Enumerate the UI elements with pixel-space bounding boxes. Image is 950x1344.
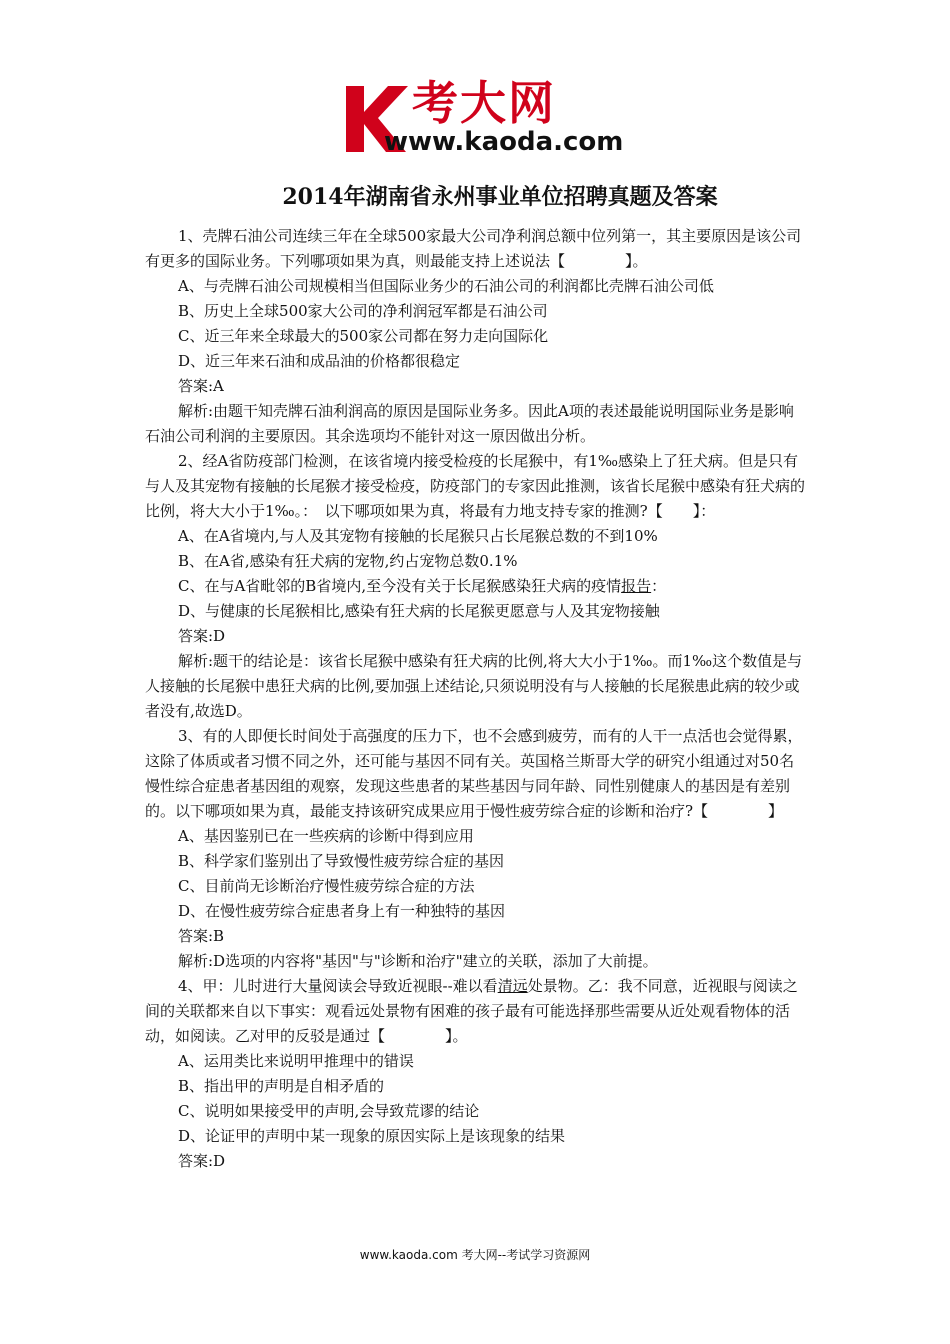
q3-option-c: C、目前尚无诊断治疗慢性疲劳综合症的方法 <box>178 877 475 895</box>
q3-answer: 答案:B <box>178 927 225 945</box>
page-footer: www.kaoda.com 考大网--考试学习资源网 <box>359 1248 591 1262</box>
q3-analysis: 解析:D选项的内容将"基因"与"诊断和治疗"建立的关联，添加了大前提。 <box>178 952 658 970</box>
q2-option-d: D、与健康的长尾猴相比,感染有狂犬病的长尾猴更愿意与人及其宠物接触 <box>178 602 660 620</box>
page-title: 2014年湖南省永州事业单位招聘真题及答案 <box>282 184 718 210</box>
q1-answer: 答案:A <box>178 377 224 395</box>
logo-chinese-name: 考大网 <box>412 76 556 130</box>
q4-option-c: C、说明如果接受甲的声明,会导致荒谬的结论 <box>178 1102 480 1120</box>
q4-option-d: D、论证甲的声明中某一现象的原因实际上是该现象的结果 <box>178 1127 566 1145</box>
document-body <box>145 224 808 1174</box>
q3-option-d: D、在慢性疲劳综合症患者身上有一种独特的基因 <box>178 902 506 920</box>
q4-stem-text: 4、甲：儿时进行大量阅读会导致近视眼--难以看 <box>178 977 498 995</box>
q1-option-a: A、与壳牌石油公司规模相当但国际业务少的石油公司的利润都比壳牌石油公司低 <box>178 277 714 295</box>
kaoda-logo <box>338 78 658 158</box>
q1-option-d: D、近三年来石油和成品油的价格都很稳定 <box>178 352 461 370</box>
q1-option-b: B、历史上全球500家大公司的净利润冠军都是石油公司 <box>178 302 548 320</box>
logo-url: www.kaoda.com <box>384 127 624 157</box>
q4-stem <box>145 974 808 1049</box>
q2-option-c-text: C、在与A省毗邻的B省境内,至今没有关于长尾猴感染狂犬病的疫情 <box>178 577 622 595</box>
q4-answer: 答案:D <box>178 1152 226 1170</box>
q2-option-a: A、在A省境内,与人及其宠物有接触的长尾猴只占长尾猴总数的不到10% <box>178 527 658 545</box>
qingyuan-link[interactable]: 清远 <box>497 977 528 995</box>
q2-option-c-tail: ： <box>651 577 667 595</box>
q2-analysis: 解析:题干的结论是：该省长尾猴中感染有狂犬病的比例,将大大小于1‰。而1‰这个数值是与人接触的长尾猴中患狂犬病的比例,要加强上述结论,只须说明没有与人接触的长尾猴患此病的较少或者没有,故选D。 <box>145 652 803 720</box>
q2-option-b: B、在A省,感染有狂犬病的宠物,约占宠物总数0.1% <box>178 552 518 570</box>
q4-stem-tail: 处景物。乙：我不同意，近视眼与阅读之间的关联都来自以下事实：观看远处景物有困难的孩子最有可能选择那些需要从近处观看物体的活动，如阅读。乙对甲的反驳是通过【 】。 <box>145 977 798 1045</box>
q1-stem: 1、壳牌石油公司连续三年在全球500家最大公司净利润总额中位列第一，其主要原因是该公司有更多的国际业务。下列哪项如果为真，则最能支持上述说法【 】。 <box>145 227 802 270</box>
q4-option-b: B、指出甲的声明是自相矛盾的 <box>178 1077 385 1095</box>
q2-option-c <box>145 574 808 599</box>
q4-option-a: A、运用类比来说明甲推理中的错误 <box>178 1052 414 1070</box>
q2-stem: 2、经A省防疫部门检测，在该省境内接受检疫的长尾猴中，有1‰感染上了狂犬病。但是只有与人及其宠物有接触的长尾猴才接受检疫，防疫部门的专家因此推测，该省长尾猴中感染有狂犬病的比例，将大大小于1‰。： 以下哪项如果为真，将最有力地支持专家的推测?【 】： <box>145 452 806 520</box>
q3-stem: 3、有的人即便长时间处于高强度的压力下，也不会感到疲劳，而有的人干一点活也会觉得累，这除了体质或者习惯不同之外，还可能与基因不同有关。英国格兰斯哥大学的研究小组通过对50名慢性综合症患者基因组的观察，发现这些患者的某些基因与同年龄、同性别健康人的基因是有差别的。以下哪项如果为真，最能支持该研究成果应用于慢性疲劳综合症的诊断和治疗?【 】 <box>145 727 803 820</box>
q2-answer: 答案:D <box>178 627 226 645</box>
report-link[interactable]: 报告 <box>621 577 652 595</box>
q1-analysis: 解析:由题干知壳牌石油利润高的原因是国际业务多。因此A项的表述最能说明国际业务是影响石油公司利润的主要原因。其余选项均不能针对这一原因做出分析。 <box>145 402 794 445</box>
q3-option-b: B、科学家们鉴别出了导致慢性疲劳综合症的基因 <box>178 852 505 870</box>
q1-option-c: C、近三年来全球最大的500家公司都在努力走向国际化 <box>178 327 549 345</box>
q3-option-a: A、基因鉴别已在一些疾病的诊断中得到应用 <box>178 827 474 845</box>
